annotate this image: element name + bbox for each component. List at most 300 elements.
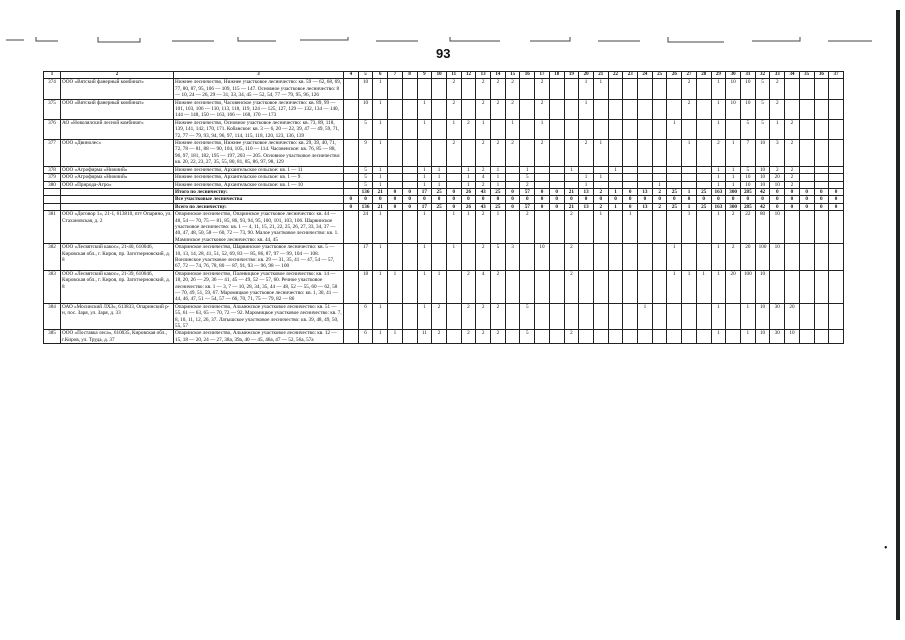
value-cell — [799, 166, 814, 173]
value-cell — [535, 330, 550, 344]
column-header: 12 — [461, 72, 476, 79]
value-cell: 1 — [388, 330, 403, 344]
page-number: 93 — [436, 46, 451, 61]
value-cell — [829, 303, 844, 330]
value-cell — [696, 119, 711, 139]
value-cell — [535, 303, 550, 330]
value-cell: 2 — [476, 330, 491, 344]
value-cell — [799, 140, 814, 167]
value-cell: 163 — [711, 188, 726, 195]
value-cell — [593, 99, 608, 119]
value-cell: 20 — [785, 303, 800, 330]
value-cell — [770, 270, 785, 303]
value-cell: 10 — [785, 330, 800, 344]
value-cell — [432, 79, 447, 99]
value-cell: 1 — [446, 119, 461, 139]
value-cell — [549, 244, 564, 271]
value-cell: 0 — [799, 196, 814, 203]
value-cell: 1 — [417, 270, 432, 303]
value-cell — [344, 174, 359, 181]
value-cell — [520, 244, 535, 271]
value-cell — [785, 270, 800, 303]
column-header: 8 — [402, 72, 417, 79]
value-cell: 0 — [785, 188, 800, 195]
value-cell — [638, 99, 653, 119]
value-cell — [667, 303, 682, 330]
column-header: 35 — [799, 72, 814, 79]
column-header: 16 — [520, 72, 535, 79]
value-cell: 1 — [682, 188, 697, 195]
column-header: 15 — [505, 72, 520, 79]
value-cell — [608, 270, 623, 303]
value-cell — [432, 119, 447, 139]
value-cell: 1 — [446, 244, 461, 271]
value-cell: 2 — [491, 140, 506, 167]
value-cell: 1 — [461, 211, 476, 244]
value-cell: 0 — [417, 196, 432, 203]
value-cell — [667, 174, 682, 181]
value-cell: 1 — [432, 166, 447, 173]
value-cell — [814, 99, 829, 119]
value-cell — [623, 166, 638, 173]
value-cell: 285 — [740, 203, 755, 210]
column-header: 17 — [535, 72, 550, 79]
value-cell — [535, 211, 550, 244]
value-cell: 43 — [476, 188, 491, 195]
row-number-cell — [44, 196, 61, 203]
value-cell: 4 — [476, 270, 491, 303]
total-label: Итого по лесничеству: — [174, 188, 344, 195]
value-cell: 5 — [358, 174, 373, 181]
value-cell — [638, 119, 653, 139]
value-cell — [344, 140, 359, 167]
row-number-cell: 381 — [44, 211, 61, 244]
organization-cell: ООО «Вятский фанерный комбинат» — [61, 79, 174, 99]
value-cell — [344, 99, 359, 119]
value-cell: 1 — [373, 166, 388, 173]
value-cell: 10 — [726, 99, 741, 119]
organization-cell: ООО «Вятский фанерный комбинат» — [61, 99, 174, 119]
organization-cell: АО «Новолялский лесной комбинат» — [61, 119, 174, 139]
value-cell — [446, 303, 461, 330]
value-cell — [344, 211, 359, 244]
table-row — [44, 330, 844, 344]
organization-cell: ООО «Договор 1», 21-1, 613810, пгт Опарино, ул. Стахановская, д. 2 — [61, 211, 174, 244]
value-cell — [446, 166, 461, 173]
value-cell: 13 — [638, 188, 653, 195]
value-cell: 1 — [608, 188, 623, 195]
value-cell — [814, 79, 829, 99]
value-cell — [402, 166, 417, 173]
value-cell: 5 — [755, 119, 770, 139]
value-cell — [682, 166, 697, 173]
value-cell — [829, 140, 844, 167]
value-cell: 2 — [491, 79, 506, 99]
value-cell: 1 — [564, 166, 579, 173]
value-cell — [608, 140, 623, 167]
value-cell: 2 — [682, 99, 697, 119]
row-number-cell: 385 — [44, 330, 61, 344]
value-cell — [432, 211, 447, 244]
value-cell: 1 — [711, 166, 726, 173]
column-header: 23 — [623, 72, 638, 79]
value-cell: 3 — [770, 140, 785, 167]
value-cell: 0 — [446, 188, 461, 195]
value-cell — [696, 79, 711, 99]
total-row — [44, 203, 844, 210]
table-row — [44, 244, 844, 271]
value-cell: 2 — [564, 330, 579, 344]
value-cell: 57 — [520, 203, 535, 210]
column-header: 18 — [549, 72, 564, 79]
value-cell: 1 — [417, 244, 432, 271]
value-cell: 21 — [373, 203, 388, 210]
value-cell: 1 — [667, 119, 682, 139]
value-cell — [682, 181, 697, 188]
value-cell — [344, 303, 359, 330]
value-cell — [638, 211, 653, 244]
value-cell: 2 — [593, 188, 608, 195]
value-cell — [593, 270, 608, 303]
value-cell — [726, 119, 741, 139]
table-row — [44, 181, 844, 188]
value-cell — [638, 79, 653, 99]
value-cell — [652, 140, 667, 167]
value-cell — [829, 166, 844, 173]
value-cell: 25 — [432, 188, 447, 195]
value-cell — [505, 174, 520, 181]
value-cell: 1 — [593, 79, 608, 99]
row-number-cell: 375 — [44, 99, 61, 119]
value-cell: 10 — [755, 174, 770, 181]
value-cell — [799, 244, 814, 271]
value-cell: 2 — [535, 79, 550, 99]
value-cell — [388, 174, 403, 181]
value-cell: 10 — [755, 140, 770, 167]
value-cell: 1 — [623, 211, 638, 244]
value-cell — [696, 166, 711, 173]
forest-quarters-cell: Нижнее лесничество, Архангельское сельское: кв. 1 — 9 — [174, 174, 344, 181]
value-cell: 80 — [755, 211, 770, 244]
value-cell — [623, 181, 638, 188]
value-cell — [652, 119, 667, 139]
value-cell: 1 — [593, 174, 608, 181]
value-cell — [638, 181, 653, 188]
value-cell — [402, 270, 417, 303]
value-cell: 0 — [711, 196, 726, 203]
value-cell: 1 — [711, 244, 726, 271]
value-cell: 2 — [476, 79, 491, 99]
column-header: 26 — [667, 72, 682, 79]
value-cell — [667, 330, 682, 344]
table-row — [44, 270, 844, 303]
value-cell: 25 — [696, 203, 711, 210]
value-cell: 5 — [358, 119, 373, 139]
value-cell: 1 — [740, 303, 755, 330]
value-cell: 0 — [623, 203, 638, 210]
value-cell: 1 — [711, 79, 726, 99]
value-cell: 0 — [785, 196, 800, 203]
value-cell: 17 — [417, 203, 432, 210]
value-cell: 2 — [711, 140, 726, 167]
value-cell: 2 — [726, 211, 741, 244]
value-cell — [799, 181, 814, 188]
column-header: 1 — [44, 72, 61, 79]
value-cell — [564, 79, 579, 99]
value-cell: 2 — [564, 270, 579, 303]
value-cell: 13 — [579, 203, 594, 210]
value-cell: 10 — [740, 181, 755, 188]
value-cell — [505, 181, 520, 188]
value-cell: 0 — [579, 196, 594, 203]
column-header: 3 — [174, 72, 344, 79]
value-cell: 2 — [476, 211, 491, 244]
value-cell: 0 — [505, 188, 520, 195]
value-cell — [388, 119, 403, 139]
value-cell — [402, 244, 417, 271]
value-cell — [535, 270, 550, 303]
value-cell — [505, 211, 520, 244]
forest-quarters-cell: Нижнее лесничество, Архангельское сельское: кв. 1 — 11 — [174, 166, 344, 173]
value-cell: 0 — [814, 188, 829, 195]
table-row — [44, 303, 844, 330]
value-cell — [564, 181, 579, 188]
value-cell: 0 — [770, 188, 785, 195]
value-cell — [696, 99, 711, 119]
forest-quarters-cell: Опаринское лесничество, Палевицкое участковое лесничество: кв. 14 — 18, 20, 26 — 29, 36 — 41, 45 — 49, 52 — 57, 60. Речное участковое лесничество: кв. 1 — 3, 7 — 10, 28, 34, 35, 44 — 48, 52 — 55, 60 — 62, 58 — 70, 49, 51, 59, 67. Маромицкое участковое лесничество: кв. 1, 30, 41 — 44, 46, 47, 51 — 54, 57 — 66, 70, 71, 75 — 79, 82 — 86 — [174, 270, 344, 303]
total-label: Все участковые лесничества — [174, 196, 344, 203]
value-cell: 25 — [491, 188, 506, 195]
value-cell: 0 — [535, 203, 550, 210]
value-cell: 2 — [446, 140, 461, 167]
value-cell: 2 — [579, 140, 594, 167]
value-cell: 1 — [711, 181, 726, 188]
value-cell: 10 — [770, 181, 785, 188]
table-header-row — [44, 72, 844, 79]
value-cell: 10 — [726, 79, 741, 99]
value-cell — [402, 79, 417, 99]
value-cell — [652, 79, 667, 99]
value-cell — [799, 330, 814, 344]
organization-cell: ООО «Двинолес» — [61, 140, 174, 167]
column-header: 4 — [344, 72, 359, 79]
value-cell: 0 — [388, 203, 403, 210]
value-cell: 0 — [549, 203, 564, 210]
value-cell — [549, 119, 564, 139]
value-cell — [623, 330, 638, 344]
value-cell — [814, 119, 829, 139]
value-cell: 1 — [432, 174, 447, 181]
value-cell: 2 — [491, 303, 506, 330]
value-cell — [491, 119, 506, 139]
value-cell — [402, 99, 417, 119]
organization-cell: ООО «Агрофирма «Нижний» — [61, 174, 174, 181]
column-header: 28 — [696, 72, 711, 79]
value-cell: 0 — [564, 196, 579, 203]
value-cell — [652, 270, 667, 303]
value-cell: 1 — [579, 79, 594, 99]
value-cell — [344, 188, 359, 195]
value-cell — [696, 330, 711, 344]
value-cell: 10 — [755, 330, 770, 344]
value-cell: 10 — [740, 99, 755, 119]
row-number-cell: 377 — [44, 140, 61, 167]
value-cell: 1 — [417, 303, 432, 330]
column-header: 22 — [608, 72, 623, 79]
value-cell: 57 — [520, 188, 535, 195]
value-cell — [593, 119, 608, 139]
value-cell — [608, 181, 623, 188]
value-cell: 2 — [432, 303, 447, 330]
value-cell — [579, 166, 594, 173]
value-cell — [623, 244, 638, 271]
value-cell: 1 — [638, 303, 653, 330]
value-cell — [549, 330, 564, 344]
value-cell: 1 — [373, 303, 388, 330]
value-cell — [432, 99, 447, 119]
value-cell: 1 — [373, 174, 388, 181]
value-cell: 25 — [696, 188, 711, 195]
value-cell — [814, 244, 829, 271]
value-cell — [652, 99, 667, 119]
value-cell: 0 — [814, 203, 829, 210]
value-cell — [608, 174, 623, 181]
value-cell: 163 — [711, 203, 726, 210]
value-cell: 0 — [623, 188, 638, 195]
organization-cell: ООО «Лесвятский какос», 21-39, 610046, Кировская обл., г. Киров, пр. Заготзерновский, д. 8 — [61, 270, 174, 303]
column-header: 5 — [358, 72, 373, 79]
value-cell — [446, 270, 461, 303]
value-cell: 10 — [358, 79, 373, 99]
value-cell: 2 — [520, 211, 535, 244]
forest-quarters-cell: Нижнее лесничество, Часовенское участковое лесничество: кв. 89, 99 — 101, 103, 106 — 110, 113, 118, 119, 124 — 125, 127, 129 — 132, 134 — 140, 144 — 148, 150 — 163, 166 — 168, 170 — 173 — [174, 99, 344, 119]
value-cell — [696, 244, 711, 271]
value-cell: 18 — [358, 270, 373, 303]
value-cell: 1 — [432, 181, 447, 188]
value-cell — [829, 211, 844, 244]
value-cell — [549, 181, 564, 188]
value-cell: 1 — [682, 211, 697, 244]
value-cell: 1 — [446, 211, 461, 244]
value-cell: 1 — [520, 166, 535, 173]
value-cell: 0 — [373, 196, 388, 203]
value-cell — [417, 79, 432, 99]
value-cell: 25 — [667, 203, 682, 210]
value-cell: 0 — [755, 196, 770, 203]
value-cell — [667, 181, 682, 188]
value-cell — [638, 140, 653, 167]
organization-cell — [61, 188, 174, 195]
value-cell: 3 — [505, 244, 520, 271]
value-cell: 1 — [373, 181, 388, 188]
column-header: 27 — [682, 72, 697, 79]
value-cell — [829, 119, 844, 139]
column-header: 7 — [388, 72, 403, 79]
value-cell — [638, 270, 653, 303]
value-cell: 2 — [432, 330, 447, 344]
value-cell: 5 — [491, 244, 506, 271]
value-cell: 10 — [770, 244, 785, 271]
organization-cell — [61, 196, 174, 203]
value-cell — [446, 181, 461, 188]
value-cell — [652, 244, 667, 271]
value-cell — [814, 330, 829, 344]
value-cell — [652, 330, 667, 344]
value-cell: 25 — [432, 203, 447, 210]
value-cell: 1 — [711, 303, 726, 330]
value-cell — [829, 330, 844, 344]
column-header: 14 — [491, 72, 506, 79]
value-cell: 10 — [755, 303, 770, 330]
value-cell — [344, 119, 359, 139]
value-cell: 2 — [785, 181, 800, 188]
value-cell: 0 — [520, 196, 535, 203]
value-cell — [402, 119, 417, 139]
value-cell — [814, 174, 829, 181]
value-cell — [667, 140, 682, 167]
value-cell: 1 — [608, 203, 623, 210]
value-cell — [593, 303, 608, 330]
table-row — [44, 140, 844, 167]
value-cell: 1 — [726, 181, 741, 188]
value-cell: 1 — [388, 270, 403, 303]
value-cell: 6 — [358, 330, 373, 344]
value-cell: 100 — [740, 270, 755, 303]
value-cell: 1 — [373, 119, 388, 139]
value-cell — [652, 174, 667, 181]
column-header: 24 — [638, 72, 653, 79]
value-cell: 0 — [696, 196, 711, 203]
value-cell: 1 — [373, 79, 388, 99]
value-cell: 1 — [770, 119, 785, 139]
value-cell: 0 — [402, 196, 417, 203]
value-cell: 0 — [432, 196, 447, 203]
total-row — [44, 188, 844, 195]
total-row — [44, 196, 844, 203]
value-cell: 2 — [476, 303, 491, 330]
value-cell — [549, 303, 564, 330]
value-cell — [564, 303, 579, 330]
value-cell — [593, 166, 608, 173]
value-cell — [402, 330, 417, 344]
value-cell: 5 — [755, 99, 770, 119]
value-cell: 2 — [785, 140, 800, 167]
value-cell — [388, 79, 403, 99]
value-cell — [785, 99, 800, 119]
value-cell — [549, 174, 564, 181]
value-cell — [579, 303, 594, 330]
organization-cell: ООО «Поставка леса», 610035, Кировская обл., г.Киров, ул. Труда, д. 37 — [61, 330, 174, 344]
column-header: 21 — [593, 72, 608, 79]
value-cell — [799, 174, 814, 181]
value-cell: 2 — [520, 181, 535, 188]
value-cell — [608, 99, 623, 119]
column-header: 10 — [432, 72, 447, 79]
value-cell: 1 — [476, 119, 491, 139]
value-cell — [402, 174, 417, 181]
value-cell: 1 — [373, 244, 388, 271]
value-cell: 1 — [593, 140, 608, 167]
value-cell: 0 — [829, 188, 844, 195]
value-cell — [785, 244, 800, 271]
value-cell: 1 — [417, 119, 432, 139]
value-cell: 2 — [652, 188, 667, 195]
organization-cell — [61, 203, 174, 210]
value-cell — [682, 174, 697, 181]
value-cell — [344, 79, 359, 99]
value-cell: 2 — [770, 99, 785, 119]
value-cell: 1 — [682, 140, 697, 167]
